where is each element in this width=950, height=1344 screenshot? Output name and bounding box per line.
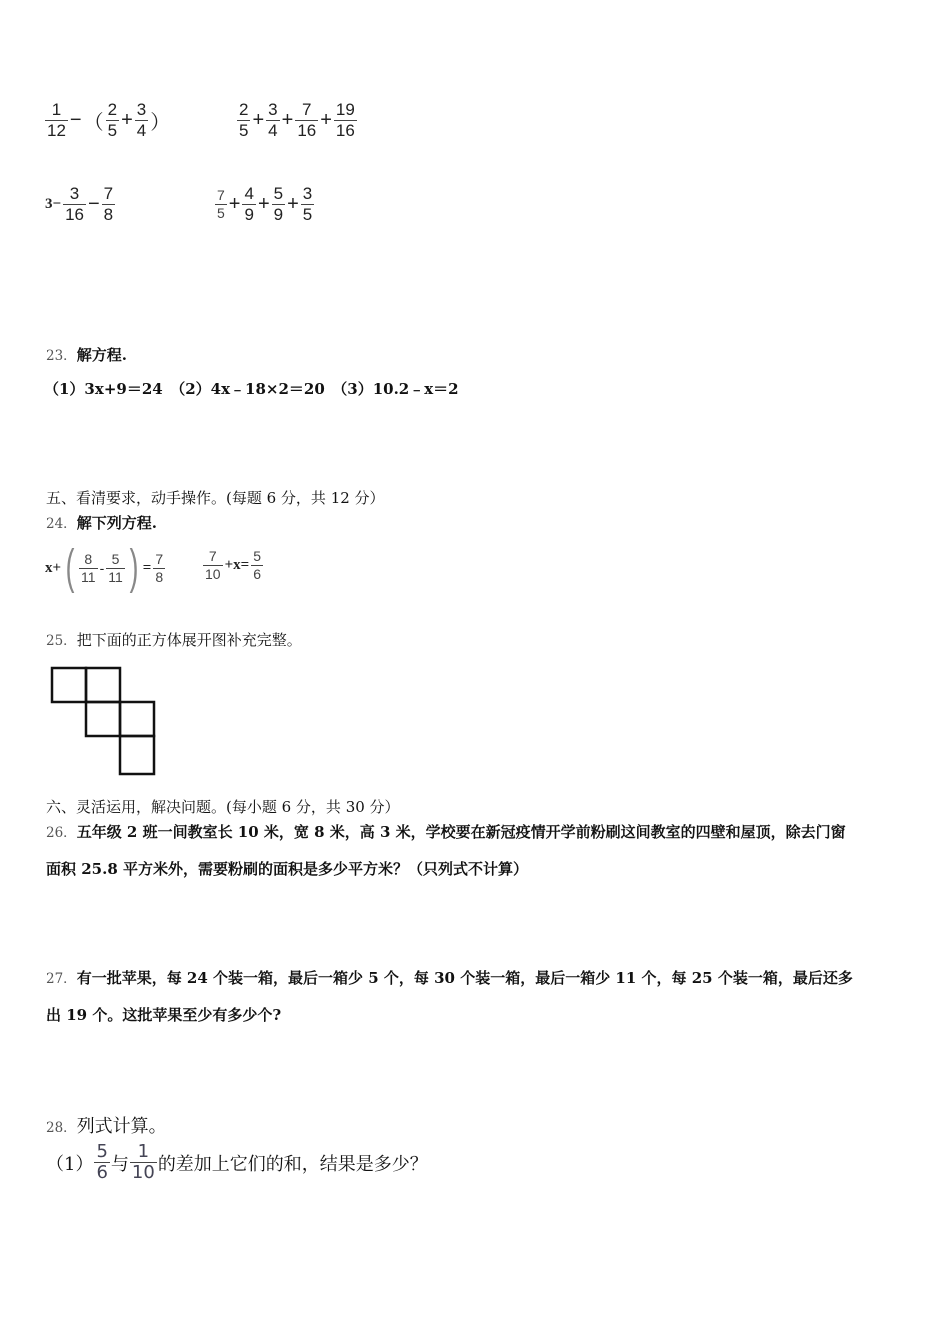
calc-expression-4: $\frac{7}{5}$ + $\frac{4}{9}$ + $\frac{5}{9}$ + $\frac{3}{5}$ (217, 184, 313, 224)
section-5-title: 五、看清要求，动手操作。(每题 6 分，共 12 分） (46, 489, 385, 507)
net-square-4 (120, 702, 154, 736)
net-square-3 (86, 702, 120, 736)
question-23-heading: 23．解方程. (46, 346, 127, 364)
question-25-heading: 25．把下面的正方体展开图补充完整。 (46, 631, 302, 649)
question-28-heading: 28．列式计算。 (46, 1116, 167, 1137)
question-26-line-2: 面积 25.8 平方米外，需要粉刷的面积是多少平方米？（只列式不计算） (46, 860, 528, 878)
question-27-line-2: 出 19 个。这批苹果至少有多少个? (46, 1006, 282, 1024)
question-27-line-1: 27．有一批苹果，每 24 个装一箱，最后一箱少 5 个，每 30 个装一箱，最后一箱少 11 个，每 25 个装一箱，最后还多 (46, 969, 853, 987)
calc-expression-2: $\frac{2}{5}$ + $\frac{3}{4}$ + $\frac{7}{16}$ + $\frac{19}{16}$ (239, 100, 355, 140)
question-28-part-1: （1） $\frac{5}{6}$ 与 $\frac{1}{10}$ 的差加上它们的和，结果是多少？ (46, 1141, 428, 1183)
question-23-equations: （1）3x+9＝24 （2）4x﹣18×2＝20 （3）10.2﹣x＝2 (44, 380, 459, 398)
net-square-2 (86, 668, 120, 702)
net-square-1 (52, 668, 86, 702)
question-26-line-1: 26．五年级 2 班一间教室长 10 米，宽 8 米，高 3 米，学校要在新冠疫情开学前粉刷这间教室的四壁和屋顶，除去门窗 (46, 823, 846, 841)
question-24-equation-1: x+ ( $\frac{8}{11}$ - $\frac{5}{11}$ ) = $\frac{7}{8}$ (45, 541, 164, 594)
net-square-5 (120, 736, 154, 774)
question-24-equation-2: $\frac{7}{10}$ +x= $\frac{5}{6}$ (205, 548, 261, 582)
question-24-heading: 24．解下列方程. (46, 514, 157, 532)
calc-expression-3: 3− $\frac{3}{16}$ − $\frac{7}{8}$ (45, 184, 114, 224)
section-6-title: 六、灵活运用，解决问题。(每小题 6 分，共 30 分） (46, 798, 400, 816)
cube-net-figure (48, 664, 160, 780)
calc-expression-1: $\frac{1}{12}$ − （ $\frac{2}{5}$ + $\frac{3}{4}$ ） (47, 100, 171, 140)
